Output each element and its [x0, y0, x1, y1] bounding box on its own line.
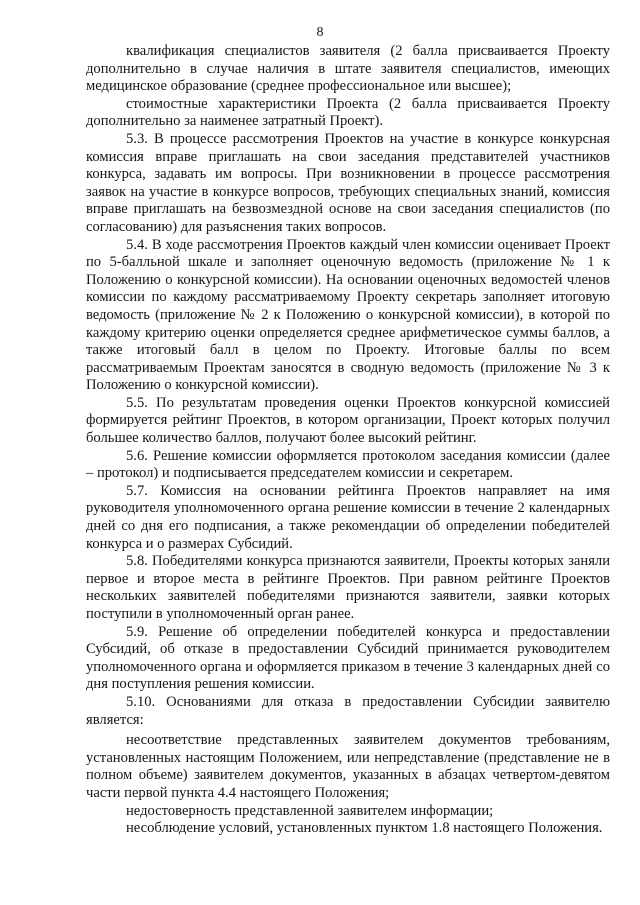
paragraph-5-6: 5.6. Решение комиссии оформляется протоколом заседания комиссии (далее – протокол) и подписывается председателем комиссии и секретарем.: [86, 447, 610, 482]
paragraph-5-3: 5.3. В процессе рассмотрения Проектов на участие в конкурсе конкурсная комиссия вправе приглашать на свои заседания представителей участников конкурса, задавать им вопросы. При возникновении в процессе рассмотрения заявок на участие в конкурсе вопросов, требующих специальных знаний, комиссия вправе приглашать на безвозмездной основе на свои заседания специалистов (по согласованию) для разъяснения таких вопросов.: [86, 130, 610, 235]
paragraph-5-10: 5.10. Основаниями для отказа в предоставлении Субсидии заявителю является:: [86, 693, 610, 728]
page-number: 8: [316, 25, 324, 40]
paragraph-refusal-ground-2: недостоверность представленной заявителем информации;: [126, 802, 494, 819]
paragraph-5-7: 5.7. Комиссия на основании рейтинга Проектов направляет на имя руководителя уполномоченного органа решение комиссии в течение 2 календарных дней со дня его подписания, а также рекомендации об определении победителей конкурса и о размерах Субсидий.: [86, 482, 610, 552]
document-body: [86, 43, 610, 838]
paragraph-5-8: 5.8. Победителями конкурса признаются заявители, Проекты которых заняли первое и второе места в рейтинге Проектов. При равном рейтинге Проектов нескольких заявителей победителями признаются заявители, заявки которых поступили в уполномоченный орган ранее.: [86, 553, 610, 622]
paragraph-5-5: 5.5. По результатам проведения оценки Проектов конкурсной комиссией формируется рейтинг Проектов, в котором организации, Проект которых получил большее количество баллов, получают более высокий рейтинг.: [86, 394, 610, 447]
paragraph-5-4: 5.4. В ходе рассмотрения Проектов каждый член комиссии оценивает Проект по 5-балльной шкале и заполняет оценочную ведомость (приложение № 1 к Положению о конкурсной комиссии). На основании оценочных ведомостей членов комиссии по каждому рассматриваемому Проекту секретарь заполняет итоговую ведомость (приложение № 2 к Положению о конкурсной комиссии), в которой по каждому критерию оценки определяется среднее арифметическое суммы баллов, а также итоговый балл в целом по Проекту. Итоговые баллы по всем рассматриваемым Проектам заносятся в сводную ведомость (приложение № 3 к Положению о конкурсной комиссии).: [86, 236, 610, 394]
paragraph-qualification: квалификация специалистов заявителя (2 балла присваивается Проекту дополнительно в случае наличия в штате заявителя специалистов, имеющих медицинское образование (среднее профессиональное или высшее);: [86, 43, 610, 95]
paragraph-5-9: 5.9. Решение об определении победителей конкурса и предоставлении Субсидий, об отказе в предоставлении Субсидий принимается руководителем уполномоченного органа и оформляется приказом в течение 3 календарных дней со дня поступления решения комиссии.: [86, 623, 610, 693]
paragraph-refusal-ground-1: несоответствие представленных заявителем документов требованиям, установленных настоящим Положением, или непредставление (представление не в полном объеме) заявителем документов, указанных в абзацах четвертом-девятом части первой пункта 4.4 настоящего Положения;: [86, 732, 610, 801]
paragraph-refusal-ground-3: несоблюдение условий, установленных пунктом 1.8 настоящего Положения.: [126, 820, 603, 837]
paragraph-cost-characteristics: стоимостные характеристики Проекта (2 балла присваивается Проекту дополнительно за наименее затратный Проект).: [86, 95, 610, 130]
